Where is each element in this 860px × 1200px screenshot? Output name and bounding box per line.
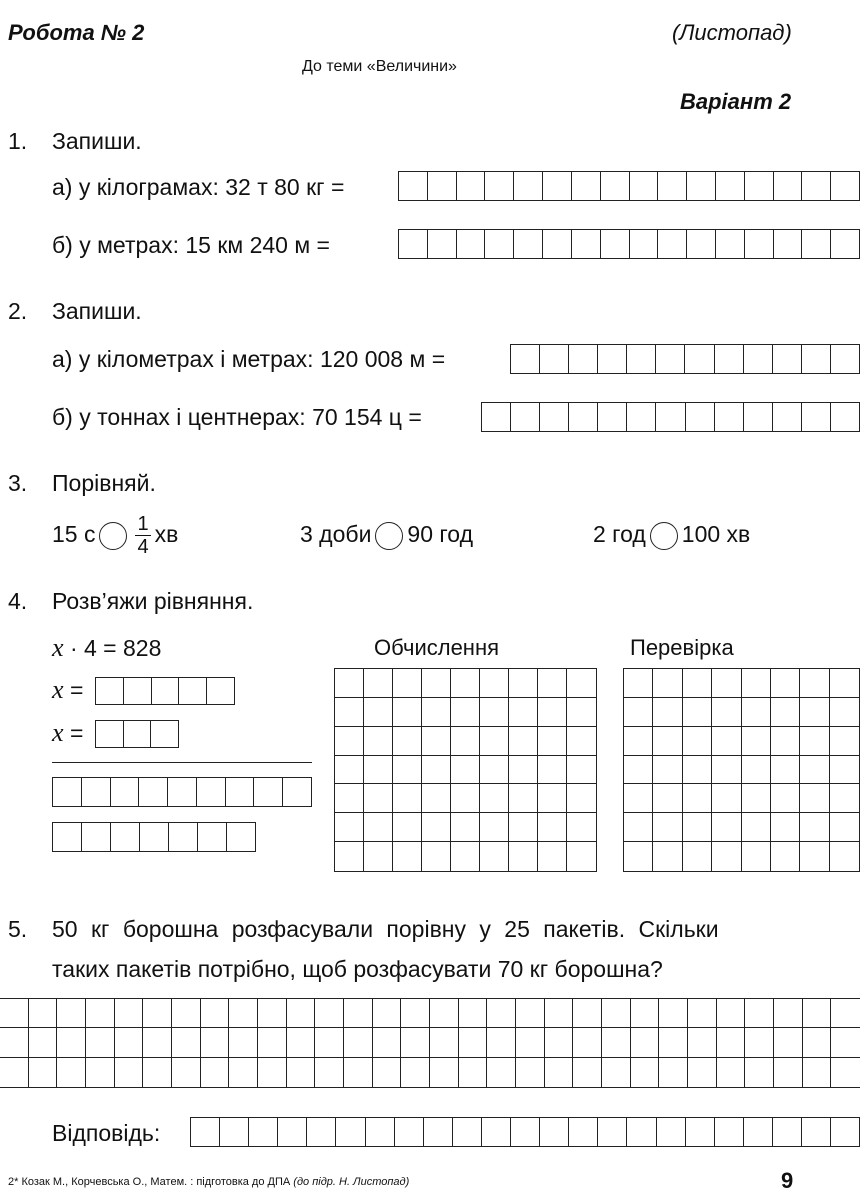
grid-cell[interactable] bbox=[538, 842, 567, 871]
task5-number: 5. bbox=[8, 916, 28, 942]
grid-cell[interactable] bbox=[364, 756, 393, 785]
grid-cell[interactable] bbox=[57, 1058, 86, 1087]
calc-grid[interactable] bbox=[334, 668, 597, 872]
task2a-answer-cells[interactable] bbox=[510, 344, 860, 374]
grid-cell[interactable] bbox=[451, 756, 480, 785]
grid-cell[interactable] bbox=[287, 999, 316, 1028]
equation-line bbox=[52, 633, 161, 663]
grid-cell[interactable] bbox=[143, 1028, 172, 1057]
grid-cell[interactable] bbox=[831, 1058, 860, 1087]
grid-cell[interactable] bbox=[422, 669, 451, 698]
grid-cell[interactable] bbox=[712, 756, 741, 785]
grid-cell[interactable] bbox=[344, 999, 373, 1028]
grid-cell[interactable] bbox=[717, 1028, 746, 1057]
grid-cell[interactable] bbox=[538, 727, 567, 756]
task1-number: 1. bbox=[8, 128, 28, 154]
grid-cell[interactable] bbox=[373, 1058, 402, 1087]
grid-cell[interactable] bbox=[771, 842, 800, 871]
grid-cell[interactable] bbox=[712, 784, 741, 813]
solution-equals-2: = bbox=[69, 720, 84, 746]
grid-cell[interactable] bbox=[800, 813, 829, 842]
grid-cell[interactable] bbox=[800, 669, 829, 698]
grid-cell[interactable] bbox=[742, 784, 771, 813]
work-grid[interactable] bbox=[0, 998, 860, 1088]
grid-cell[interactable] bbox=[800, 756, 829, 785]
grid-cell[interactable] bbox=[567, 756, 596, 785]
grid-cell[interactable] bbox=[29, 999, 58, 1028]
grid-cell[interactable] bbox=[115, 999, 144, 1028]
grid-cell[interactable] bbox=[545, 1028, 574, 1057]
equation-variable: x bbox=[52, 633, 64, 662]
grid-cell[interactable] bbox=[830, 784, 859, 813]
grid-cell[interactable] bbox=[602, 999, 631, 1028]
grid-cell[interactable] bbox=[631, 999, 660, 1028]
grid-cell[interactable] bbox=[653, 784, 682, 813]
solution-cells-1[interactable] bbox=[95, 677, 235, 705]
grid-cell[interactable] bbox=[573, 1028, 602, 1057]
grid-cell[interactable] bbox=[509, 756, 538, 785]
comparison-2-left: 3 доби bbox=[300, 521, 372, 547]
grid-cell[interactable] bbox=[624, 756, 653, 785]
grid-cell[interactable] bbox=[745, 1058, 774, 1087]
grid-cell[interactable] bbox=[745, 1028, 774, 1057]
solution-variable-2: x bbox=[52, 718, 64, 747]
grid-cell[interactable] bbox=[422, 813, 451, 842]
grid-cell[interactable] bbox=[538, 698, 567, 727]
grid-cell[interactable] bbox=[509, 813, 538, 842]
grid-cell[interactable] bbox=[401, 1028, 430, 1057]
grid-cell[interactable] bbox=[459, 1028, 488, 1057]
grid-cell[interactable] bbox=[771, 784, 800, 813]
grid-cell[interactable] bbox=[364, 842, 393, 871]
grid-cell[interactable] bbox=[712, 698, 741, 727]
task1-title: Запиши. bbox=[52, 128, 142, 154]
solution-row-2 bbox=[52, 718, 83, 748]
grid-cell[interactable] bbox=[393, 842, 422, 871]
grid-cell[interactable] bbox=[422, 727, 451, 756]
grid-cell[interactable] bbox=[624, 784, 653, 813]
grid-cell[interactable] bbox=[229, 1028, 258, 1057]
grid-cell[interactable] bbox=[567, 784, 596, 813]
grid-cell[interactable] bbox=[659, 1058, 688, 1087]
grid-cell[interactable] bbox=[29, 1058, 58, 1087]
grid-cell[interactable] bbox=[745, 999, 774, 1028]
grid-cell[interactable] bbox=[401, 999, 430, 1028]
grid-cell[interactable] bbox=[800, 784, 829, 813]
grid-cell[interactable] bbox=[774, 1028, 803, 1057]
comparison-3 bbox=[593, 506, 750, 562]
task1b-answer-cells[interactable] bbox=[398, 229, 860, 259]
grid-cell[interactable] bbox=[653, 813, 682, 842]
comparison-3-right: 100 хв bbox=[681, 521, 751, 547]
grid-cell[interactable] bbox=[683, 698, 712, 727]
grid-cell[interactable] bbox=[143, 999, 172, 1028]
grid-cell[interactable] bbox=[315, 999, 344, 1028]
extra-cells-1[interactable] bbox=[52, 777, 312, 807]
grid-cell[interactable] bbox=[742, 727, 771, 756]
grid-cell[interactable] bbox=[771, 756, 800, 785]
grid-cell[interactable] bbox=[631, 1028, 660, 1057]
grid-cell[interactable] bbox=[624, 727, 653, 756]
grid-cell[interactable] bbox=[451, 813, 480, 842]
grid-cell[interactable] bbox=[172, 999, 201, 1028]
grid-cell[interactable] bbox=[509, 669, 538, 698]
grid-cell[interactable] bbox=[143, 1058, 172, 1087]
grid-cell[interactable] bbox=[771, 669, 800, 698]
grid-cell[interactable] bbox=[0, 999, 29, 1028]
grid-cell[interactable] bbox=[742, 669, 771, 698]
grid-cell[interactable] bbox=[602, 1028, 631, 1057]
grid-cell[interactable] bbox=[451, 727, 480, 756]
grid-cell[interactable] bbox=[393, 698, 422, 727]
grid-cell[interactable] bbox=[86, 999, 115, 1028]
grid-cell[interactable] bbox=[830, 669, 859, 698]
comparison-1-left: 15 с bbox=[52, 521, 96, 547]
grid-cell[interactable] bbox=[86, 1058, 115, 1087]
grid-cell[interactable] bbox=[451, 842, 480, 871]
grid-cell[interactable] bbox=[115, 1028, 144, 1057]
grid-cell[interactable] bbox=[393, 813, 422, 842]
grid-cell[interactable] bbox=[315, 1058, 344, 1087]
task5-line1: 50 кг борошна розфасували порівну у 25 пакетів. Скільки bbox=[52, 916, 719, 942]
grid-cell[interactable] bbox=[57, 999, 86, 1028]
task4-title: Розв’яжи рівняння. bbox=[52, 588, 254, 614]
grid-cell[interactable] bbox=[567, 727, 596, 756]
task1a-answer-cells[interactable] bbox=[398, 171, 860, 201]
grid-cell[interactable] bbox=[29, 1028, 58, 1057]
grid-cell[interactable] bbox=[229, 999, 258, 1028]
grid-cell[interactable] bbox=[335, 842, 364, 871]
check-label: Перевірка bbox=[630, 635, 734, 660]
task4-number: 4. bbox=[8, 588, 28, 614]
grid-cell[interactable] bbox=[480, 698, 509, 727]
grid-cell[interactable] bbox=[451, 669, 480, 698]
grid-cell[interactable] bbox=[573, 999, 602, 1028]
grid-cell[interactable] bbox=[201, 1028, 230, 1057]
grid-cell[interactable] bbox=[803, 999, 832, 1028]
comparison-3-circle[interactable] bbox=[650, 522, 678, 550]
grid-cell[interactable] bbox=[364, 698, 393, 727]
task1a-text: а) у кілограмах: 32 т 80 кг = bbox=[52, 174, 345, 200]
grid-cell[interactable] bbox=[653, 698, 682, 727]
grid-cell[interactable] bbox=[451, 698, 480, 727]
grid-cell[interactable] bbox=[364, 784, 393, 813]
grid-cell[interactable] bbox=[830, 756, 859, 785]
grid-cell[interactable] bbox=[459, 1058, 488, 1087]
grid-cell[interactable] bbox=[683, 813, 712, 842]
grid-cell[interactable] bbox=[430, 999, 459, 1028]
task2-title: Запиши. bbox=[52, 298, 142, 324]
grid-cell[interactable] bbox=[712, 669, 741, 698]
grid-cell[interactable] bbox=[509, 727, 538, 756]
grid-cell[interactable] bbox=[516, 1058, 545, 1087]
grid-cell[interactable] bbox=[393, 727, 422, 756]
grid-cell[interactable] bbox=[742, 756, 771, 785]
grid-cell[interactable] bbox=[393, 669, 422, 698]
task2a-text: а) у кілометрах і метрах: 120 008 м = bbox=[52, 346, 446, 372]
grid-cell[interactable] bbox=[800, 727, 829, 756]
grid-cell[interactable] bbox=[653, 842, 682, 871]
grid-cell[interactable] bbox=[774, 1058, 803, 1087]
grid-cell[interactable] bbox=[335, 669, 364, 698]
grid-cell[interactable] bbox=[229, 1058, 258, 1087]
grid-cell[interactable] bbox=[459, 999, 488, 1028]
equation-text: · 4 = 828 bbox=[69, 635, 162, 661]
comparison-3-left: 2 год bbox=[593, 521, 646, 547]
grid-cell[interactable] bbox=[653, 727, 682, 756]
grid-cell[interactable] bbox=[201, 1058, 230, 1087]
grid-cell[interactable] bbox=[487, 1058, 516, 1087]
month-label: (Листопад) bbox=[672, 20, 792, 45]
comparison-2-circle[interactable] bbox=[375, 522, 403, 550]
grid-cell[interactable] bbox=[602, 1058, 631, 1087]
footer-citation bbox=[8, 1176, 409, 1188]
grid-cell[interactable] bbox=[430, 1058, 459, 1087]
task2-number: 2. bbox=[8, 298, 28, 324]
grid-cell[interactable] bbox=[573, 1058, 602, 1087]
grid-cell[interactable] bbox=[688, 999, 717, 1028]
grid-cell[interactable] bbox=[712, 727, 741, 756]
grid-cell[interactable] bbox=[315, 1028, 344, 1057]
grid-cell[interactable] bbox=[335, 756, 364, 785]
grid-cell[interactable] bbox=[480, 813, 509, 842]
grid-cell[interactable] bbox=[683, 842, 712, 871]
grid-cell[interactable] bbox=[258, 999, 287, 1028]
grid-cell[interactable] bbox=[287, 1058, 316, 1087]
grid-cell[interactable] bbox=[422, 784, 451, 813]
grid-cell[interactable] bbox=[624, 842, 653, 871]
grid-cell[interactable] bbox=[567, 813, 596, 842]
extra-cells-2[interactable] bbox=[52, 822, 256, 852]
grid-cell[interactable] bbox=[567, 698, 596, 727]
grid-cell[interactable] bbox=[545, 999, 574, 1028]
grid-cell[interactable] bbox=[451, 784, 480, 813]
grid-cell[interactable] bbox=[688, 1058, 717, 1087]
comparison-2-right: 90 год bbox=[407, 521, 473, 547]
grid-cell[interactable] bbox=[364, 669, 393, 698]
grid-cell[interactable] bbox=[771, 727, 800, 756]
page-number: 9 bbox=[781, 1168, 794, 1193]
grid-cell[interactable] bbox=[480, 784, 509, 813]
grid-cell[interactable] bbox=[373, 999, 402, 1028]
variant-label: Варіант 2 bbox=[680, 89, 792, 114]
grid-cell[interactable] bbox=[115, 1058, 144, 1087]
grid-cell[interactable] bbox=[516, 1028, 545, 1057]
grid-cell[interactable] bbox=[831, 1028, 860, 1057]
grid-cell[interactable] bbox=[830, 813, 859, 842]
grid-cell[interactable] bbox=[683, 669, 712, 698]
grid-cell[interactable] bbox=[830, 698, 859, 727]
grid-cell[interactable] bbox=[57, 1028, 86, 1057]
grid-cell[interactable] bbox=[86, 1028, 115, 1057]
comparison-1-circle[interactable] bbox=[99, 522, 127, 550]
grid-cell[interactable] bbox=[422, 842, 451, 871]
comparison-1-right: хв bbox=[154, 521, 179, 547]
grid-cell[interactable] bbox=[567, 842, 596, 871]
grid-cell[interactable] bbox=[538, 784, 567, 813]
grid-cell[interactable] bbox=[335, 784, 364, 813]
grid-cell[interactable] bbox=[422, 756, 451, 785]
grid-cell[interactable] bbox=[771, 813, 800, 842]
grid-cell[interactable] bbox=[683, 756, 712, 785]
grid-cell[interactable] bbox=[624, 698, 653, 727]
grid-cell[interactable] bbox=[509, 784, 538, 813]
grid-cell[interactable] bbox=[172, 1028, 201, 1057]
fraction-one-quarter: $\frac{1}{4}$ bbox=[137, 513, 149, 559]
comparison-1 bbox=[52, 506, 178, 562]
footer-citation-italic: (до підр. Н. Листопад) bbox=[293, 1176, 410, 1188]
grid-cell[interactable] bbox=[335, 813, 364, 842]
task2b-text: б) у тоннах і центнерах: 70 154 ц = bbox=[52, 404, 422, 430]
grid-cell[interactable] bbox=[624, 669, 653, 698]
task3-number: 3. bbox=[8, 470, 28, 496]
grid-cell[interactable] bbox=[717, 1058, 746, 1087]
solution-variable-1: x bbox=[52, 675, 64, 704]
grid-cell[interactable] bbox=[683, 784, 712, 813]
grid-cell[interactable] bbox=[258, 1028, 287, 1057]
grid-cell[interactable] bbox=[0, 1058, 29, 1087]
grid-cell[interactable] bbox=[430, 1028, 459, 1057]
grid-cell[interactable] bbox=[480, 842, 509, 871]
grid-cell[interactable] bbox=[830, 727, 859, 756]
grid-cell[interactable] bbox=[480, 669, 509, 698]
grid-cell[interactable] bbox=[344, 1028, 373, 1057]
grid-cell[interactable] bbox=[509, 842, 538, 871]
grid-cell[interactable] bbox=[742, 698, 771, 727]
grid-cell[interactable] bbox=[401, 1058, 430, 1087]
grid-cell[interactable] bbox=[545, 1058, 574, 1087]
solution-row-1 bbox=[52, 675, 83, 705]
grid-cell[interactable] bbox=[688, 1028, 717, 1057]
calc-label: Обчислення bbox=[374, 635, 500, 660]
grid-cell[interactable] bbox=[287, 1028, 316, 1057]
grid-cell[interactable] bbox=[393, 756, 422, 785]
grid-cell[interactable] bbox=[335, 727, 364, 756]
grid-cell[interactable] bbox=[487, 999, 516, 1028]
solution-equals-1: = bbox=[69, 677, 84, 703]
grid-cell[interactable] bbox=[771, 698, 800, 727]
grid-cell[interactable] bbox=[803, 1028, 832, 1057]
grid-cell[interactable] bbox=[480, 727, 509, 756]
grid-cell[interactable] bbox=[364, 727, 393, 756]
grid-cell[interactable] bbox=[393, 784, 422, 813]
divider-line bbox=[52, 762, 312, 763]
grid-cell[interactable] bbox=[683, 727, 712, 756]
check-grid[interactable] bbox=[623, 668, 860, 872]
grid-cell[interactable] bbox=[538, 669, 567, 698]
grid-cell[interactable] bbox=[717, 999, 746, 1028]
task5-line2: таких пакетів потрібно, щоб розфасувати 70 кг борошна? bbox=[52, 956, 663, 982]
grid-cell[interactable] bbox=[712, 842, 741, 871]
grid-cell[interactable] bbox=[659, 1028, 688, 1057]
grid-cell[interactable] bbox=[624, 813, 653, 842]
footer-citation-text: 2* Козак М., Корчевська О., Матем. : підготовка до ДПА bbox=[8, 1176, 291, 1188]
answer-cells[interactable] bbox=[190, 1117, 860, 1147]
answer-label: Відповідь: bbox=[52, 1120, 161, 1146]
grid-cell[interactable] bbox=[258, 1058, 287, 1087]
grid-cell[interactable] bbox=[567, 669, 596, 698]
task3-title: Порівняй. bbox=[52, 470, 156, 496]
task1b-text: б) у метрах: 15 км 240 м = bbox=[52, 232, 330, 258]
grid-cell[interactable] bbox=[487, 1028, 516, 1057]
grid-cell[interactable] bbox=[774, 999, 803, 1028]
grid-cell[interactable] bbox=[0, 1028, 29, 1057]
grid-cell[interactable] bbox=[712, 813, 741, 842]
grid-cell[interactable] bbox=[422, 698, 451, 727]
grid-cell[interactable] bbox=[742, 813, 771, 842]
grid-cell[interactable] bbox=[653, 756, 682, 785]
grid-cell[interactable] bbox=[516, 999, 545, 1028]
grid-cell[interactable] bbox=[344, 1058, 373, 1087]
grid-cell[interactable] bbox=[373, 1028, 402, 1057]
grid-cell[interactable] bbox=[172, 1058, 201, 1087]
grid-cell[interactable] bbox=[831, 999, 860, 1028]
comparison-2 bbox=[300, 506, 473, 562]
grid-cell[interactable] bbox=[631, 1058, 660, 1087]
grid-cell[interactable] bbox=[742, 842, 771, 871]
grid-cell[interactable] bbox=[830, 842, 859, 871]
grid-cell[interactable] bbox=[538, 756, 567, 785]
grid-cell[interactable] bbox=[201, 999, 230, 1028]
grid-cell[interactable] bbox=[653, 669, 682, 698]
grid-cell[interactable] bbox=[480, 756, 509, 785]
grid-cell[interactable] bbox=[335, 698, 364, 727]
grid-cell[interactable] bbox=[803, 1058, 832, 1087]
grid-cell[interactable] bbox=[509, 698, 538, 727]
grid-cell[interactable] bbox=[659, 999, 688, 1028]
grid-cell[interactable] bbox=[364, 813, 393, 842]
grid-cell[interactable] bbox=[538, 813, 567, 842]
grid-cell[interactable] bbox=[800, 842, 829, 871]
grid-cell[interactable] bbox=[800, 698, 829, 727]
work-title: Робота № 2 bbox=[8, 20, 145, 45]
solution-cells-2[interactable] bbox=[95, 720, 179, 748]
topic-label: До теми «Величини» bbox=[302, 58, 457, 75]
task2b-answer-cells[interactable] bbox=[481, 402, 860, 432]
